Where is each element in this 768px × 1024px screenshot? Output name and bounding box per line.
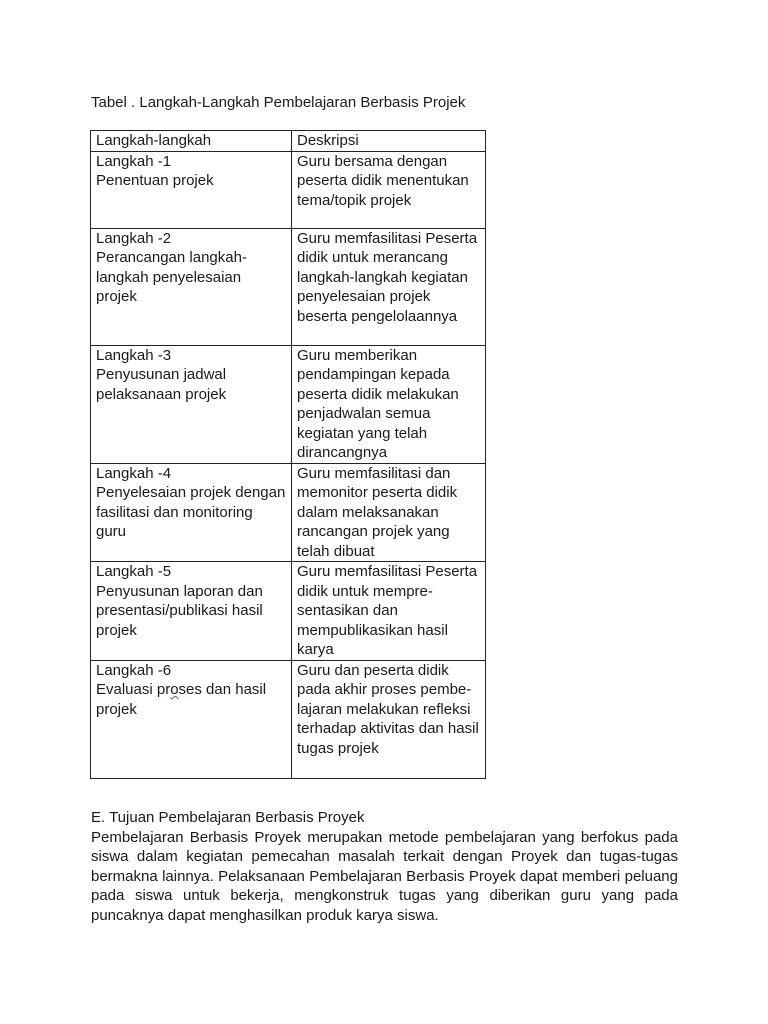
table-row — [91, 151, 486, 228]
step-number: Langkah -2 — [96, 229, 172, 247]
step-description: Guru memfasilitasi Peserta didik untuk mempre-sentasikan dan mempublikasikan hasil karya — [292, 562, 486, 661]
step-name: Penyelesaian projek dengan fasilitasi dan monitoring guru — [96, 484, 286, 540]
step-name: Penentuan projek — [96, 172, 214, 189]
steps-table — [90, 130, 486, 779]
step-name-part: Evaluasi pr — [96, 681, 171, 698]
step-cell — [91, 345, 292, 463]
step-cell — [91, 660, 292, 778]
step-cell — [91, 228, 292, 345]
step-description: Guru memfasilitasi dan memonitor peserta didik dalam melaksanakan rancangan projek yang telah dibuat — [292, 463, 486, 562]
step-description: Guru bersama dengan peserta didik menentukan tema/topik projek — [292, 151, 486, 228]
step-number: Langkah -1 — [96, 152, 172, 170]
step-number: Langkah -5 — [96, 563, 172, 580]
step-name: Penyusunan jadwal pelaksanaan projek — [96, 366, 227, 403]
table-row — [91, 345, 486, 463]
step-description: Guru memberikan pendampingan kepada peserta didik melakukan penjadwalan semua kegiatan yang telah dirancangnya — [292, 345, 486, 463]
header-description: Deskripsi — [292, 131, 486, 152]
section-heading: E. Tujuan Pembelajaran Berbasis Proyek — [91, 809, 365, 826]
header-steps: Langkah-langkah — [91, 131, 292, 152]
step-description: Guru dan peserta didik pada akhir proses pembe-lajaran melakukan refleksi terhadap aktivitas dan hasil tugas projek — [292, 660, 486, 778]
table-header-row — [91, 131, 486, 152]
step-number: Langkah -6 — [96, 661, 172, 679]
step-cell — [91, 151, 292, 228]
section-purpose — [91, 808, 678, 925]
step-cell — [91, 463, 292, 562]
spellcheck-marked-letter: o — [170, 681, 179, 698]
step-name — [96, 680, 286, 719]
table-row — [91, 463, 486, 562]
table-caption: Tabel . Langkah-Langkah Pembelajaran Berbasis Projek — [91, 94, 466, 111]
section-body: Pembelajaran Berbasis Proyek merupakan metode pembelajaran yang berfokus pada siswa dalam kegiatan pemecahan masalah terkait dengan Proyek dan tugas-tugas bermakna lainnya. Pelaksanaan Pembelajaran Berbasis Proyek dapat memberi peluang pada siswa untuk bekerja, mengkonstruk tugas yang diberikan guru yang pada puncaknya dapat menghasilkan produk karya siswa. — [91, 828, 678, 924]
table-row — [91, 562, 486, 661]
table-row — [91, 660, 486, 778]
step-name-part: ses dan hasil projek — [96, 681, 267, 718]
table-row — [91, 228, 486, 345]
step-cell — [91, 562, 292, 661]
step-number: Langkah -3 — [96, 346, 172, 364]
step-description: Guru memfasilitasi Peserta didik untuk merancang langkah-langkah kegiatan penyelesaian projek beserta pengelolaannya — [292, 228, 486, 345]
step-number: Langkah -4 — [96, 464, 172, 482]
step-name: Penyusunan laporan dan presentasi/publikasi hasil projek — [96, 582, 263, 639]
step-name: Perancangan langkah-langkah penyelesaian projek — [96, 249, 247, 305]
